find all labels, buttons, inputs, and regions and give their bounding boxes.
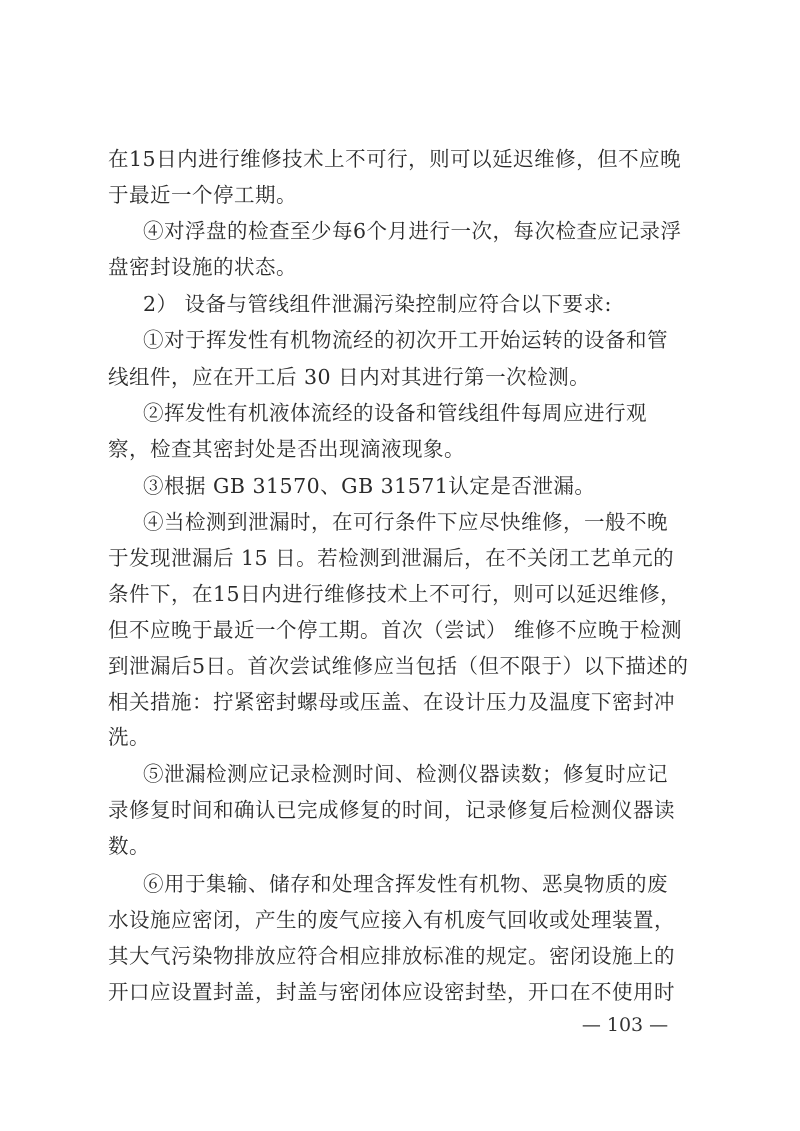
text-line: 其大气污染物排放应符合相应排放标准的规定。密闭设施上的 xyxy=(108,944,675,968)
text-line: ①对于挥发性有机物流经的初次开工开始运转的设备和管 xyxy=(143,328,668,352)
text-line: 于最近一个停工期。 xyxy=(108,183,297,207)
text-line: 数。 xyxy=(108,834,150,858)
text-line: 到泄漏后5日。首次尝试维修应当包括（但不限于）以下描述的 xyxy=(108,654,689,678)
text-line: 线组件，应在开工后 30 日内对其进行第一次检测。 xyxy=(108,365,591,389)
text-line: 条件下，在15日内进行维修技术上不可行，则可以延迟维修， xyxy=(108,582,682,606)
text-line: 2） 设备与管线组件泄漏污染控制应符合以下要求: xyxy=(143,292,612,316)
text-line: 于发现泄漏后 15 日。若检测到泄漏后，在不关闭工艺单元的 xyxy=(108,546,675,570)
text-line: 水设施应密闭，产生的废气应接入有机废气回收或处理装置， xyxy=(108,908,675,932)
text-line: ④当检测到泄漏时，在可行条件下应尽快维修，一般不晚 xyxy=(143,510,668,534)
text-line: ⑥用于集输、储存和处理含挥发性有机物、恶臭物质的废 xyxy=(143,872,668,896)
text-line: ④对浮盘的检查至少每6个月进行一次，每次检查应记录浮 xyxy=(143,219,682,243)
text-line: 在15日内进行维修技术上不可行，则可以延迟维修，但不应晚 xyxy=(108,147,682,171)
text-line: 盘密封设施的状态。 xyxy=(108,255,297,279)
text-line: 但不应晚于最近一个停工期。首次（尝试） 维修不应晚于检测 xyxy=(108,618,683,642)
page-number: — 103 — xyxy=(581,1014,669,1036)
text-line: ⑤泄漏检测应记录检测时间、检测仪器读数；修复时应记 xyxy=(143,762,668,786)
text-line: 录修复时间和确认已完成修复的时间，记录修复后检测仪器读 xyxy=(108,798,675,822)
text-line: ③根据 GB 31570、GB 31571认定是否泄漏。 xyxy=(143,474,596,498)
text-line: 开口应设置封盖，封盖与密闭体应设密封垫，开口在不使用时 xyxy=(108,980,675,1004)
text-line: 相关措施：拧紧密封螺母或压盖、在设计压力及温度下密封冲 xyxy=(108,690,675,714)
text-line: ②挥发性有机液体流经的设备和管线组件每周应进行观 xyxy=(143,401,647,425)
text-line: 察，检查其密封处是否出现滴液现象。 xyxy=(108,437,465,461)
text-line: 洗。 xyxy=(108,725,150,749)
